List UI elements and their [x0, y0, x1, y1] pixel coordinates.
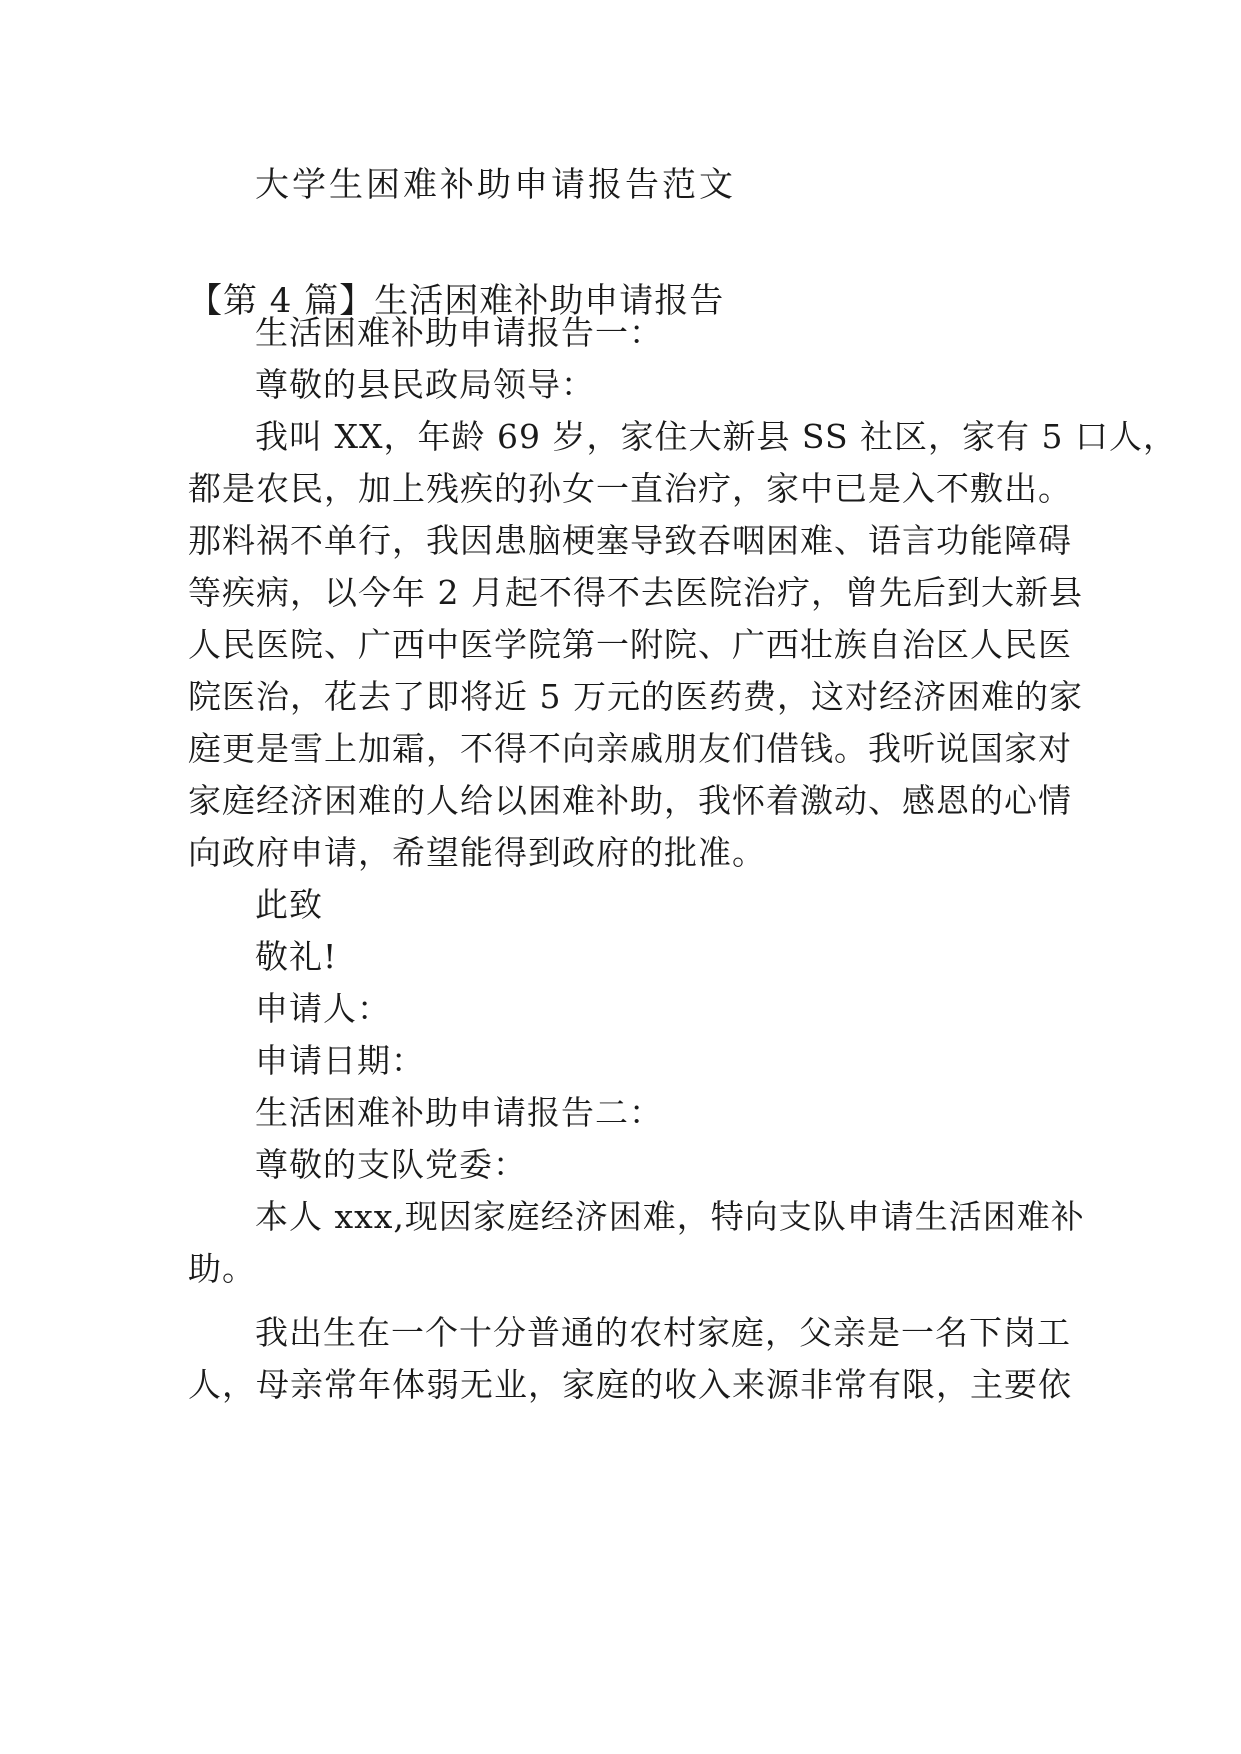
report1-body-line: 院医治，花去了即将近 5 万元的医药费，这对经济困难的家: [188, 677, 1083, 716]
report1-closing-2: 敬礼!: [255, 937, 338, 976]
report1-salutation: 尊敬的县民政局领导：: [255, 365, 595, 404]
report1-heading: 生活困难补助申请报告一：: [255, 313, 663, 352]
report1-applicant: 申请人：: [255, 989, 391, 1028]
report2-para1-line: 助。: [188, 1249, 256, 1288]
document-title: 大学生困难补助申请报告范文: [255, 165, 736, 205]
report1-body-line: 庭更是雪上加霜，不得不向亲戚朋友们借钱。我听说国家对: [188, 729, 1072, 768]
report1-body-line: 那料祸不单行，我因患脑梗塞导致吞咽困难、语言功能障碍: [188, 521, 1072, 560]
report1-body-line: 我叫 XX，年龄 69 岁，家住大新县 SS 社区，家有 5 口人，: [255, 417, 1178, 456]
report2-heading: 生活困难补助申请报告二：: [255, 1093, 663, 1132]
report1-body-line: 等疾病，以今年 2 月起不得不去医院治疗，曾先后到大新县: [188, 573, 1083, 612]
report1-closing-1: 此致: [255, 885, 323, 924]
report2-para2-line: 我出生在一个十分普通的农村家庭，父亲是一名下岗工: [255, 1313, 1071, 1352]
report1-body-line: 向政府申请，希望能得到政府的批准。: [188, 833, 766, 872]
report2-para2-line: 人，母亲常年体弱无业，家庭的收入来源非常有限，主要依: [188, 1365, 1072, 1404]
report1-body-line: 家庭经济困难的人给以困难补助，我怀着激动、感恩的心情: [188, 781, 1072, 820]
report2-para1-line: 本人 xxx,现因家庭经济困难，特向支队申请生活困难补: [255, 1197, 1085, 1236]
report1-body-line: 都是农民，加上残疾的孙女一直治疗，家中已是入不敷出。: [188, 469, 1072, 508]
report1-body-line: 人民医院、广西中医学院第一附院、广西壮族自治区人民医: [188, 625, 1072, 664]
section-heading: 【第 4 篇】生活困难补助申请报告: [188, 281, 725, 321]
report1-date: 申请日期：: [255, 1041, 425, 1080]
report2-salutation: 尊敬的支队党委：: [255, 1145, 527, 1184]
